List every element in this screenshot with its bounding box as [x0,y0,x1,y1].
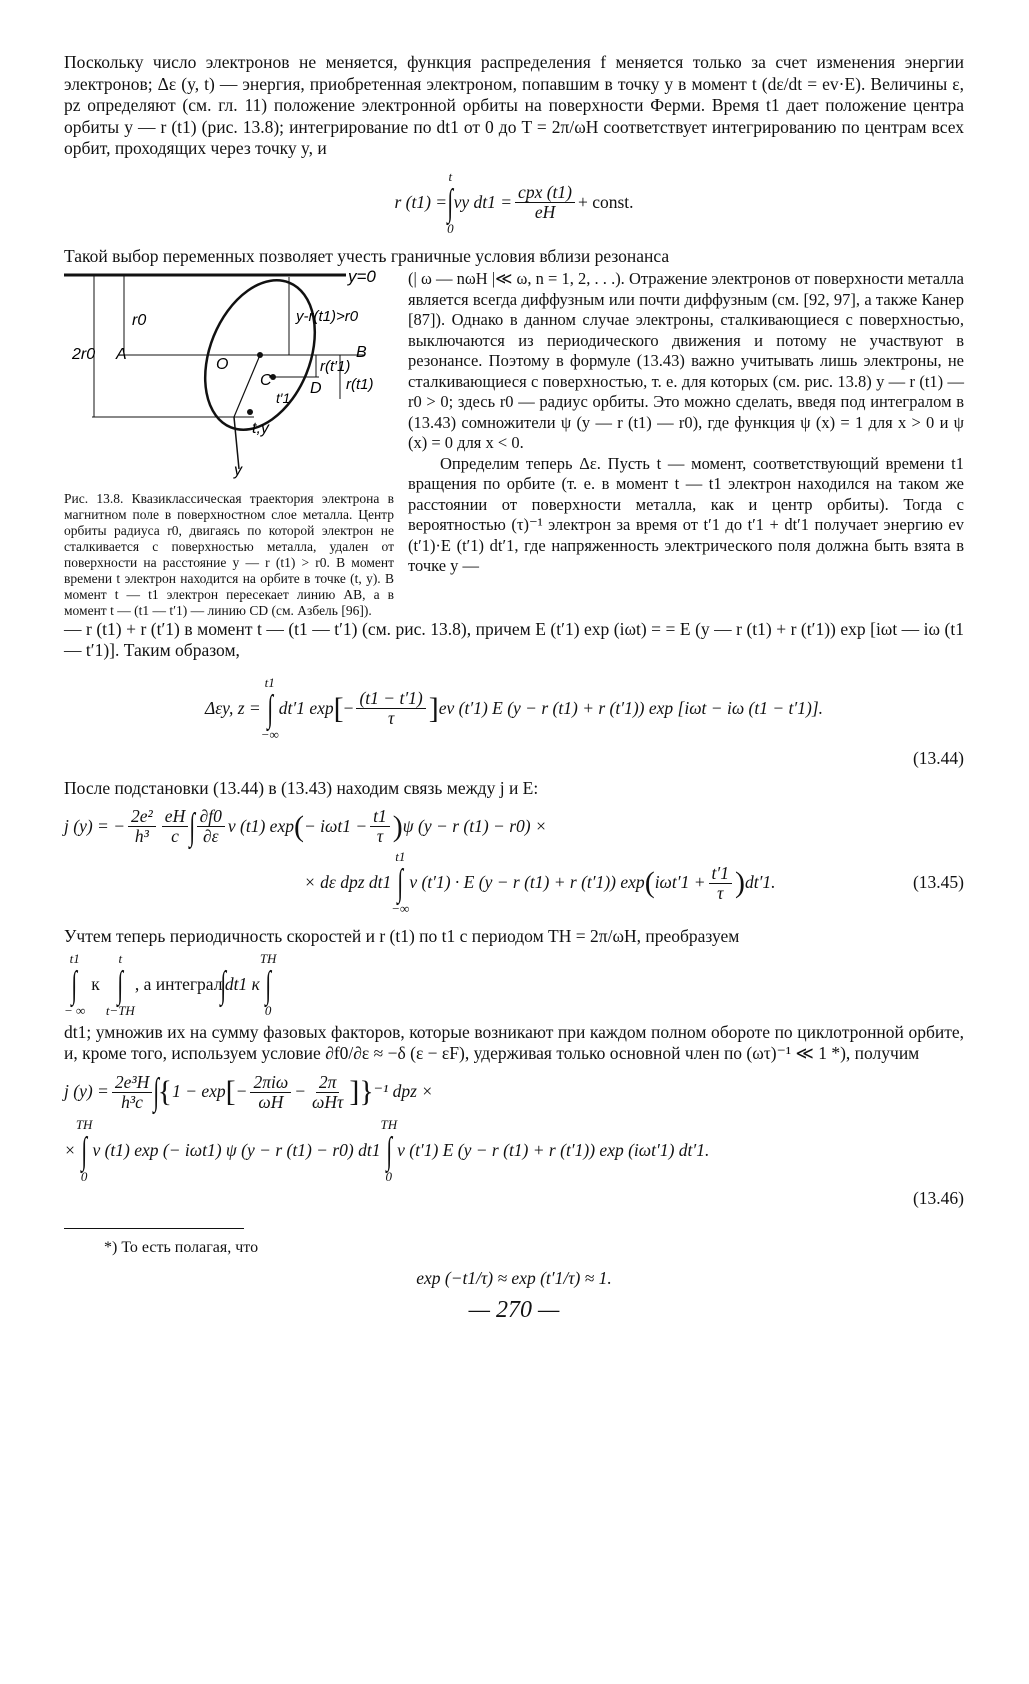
fraction [128,807,156,846]
integral-sign: ∫ [189,805,196,848]
footnote-equation: exp (−t1/τ) ≈ exp (t′1/τ) ≈ 1. [416,1268,612,1288]
p5d: dt1 к [224,973,260,994]
eqno-13-46: (13.46) [912,1187,964,1208]
label-A: A [116,346,127,363]
integral-sign: ∫ [220,963,227,1006]
label-B: B [356,344,367,361]
eq46-l2a: v (t1) exp (− iωt1) ψ (y − r (t1) − r0) dt1 [92,1139,381,1160]
label-diff: y-r(t1)>r0 [296,308,359,325]
fraction-den: τ [387,708,395,728]
fraction [515,183,575,222]
fraction [370,807,390,846]
eq45-l1tail: v (t1) exp [227,815,294,836]
integral-limits [260,952,277,1018]
label-2r0: 2r0 [72,346,96,363]
integral-sign: ∫ [81,1129,87,1172]
integral-limits [106,952,135,1018]
label-C: C [260,372,272,389]
p5c: , а интеграл [134,973,223,994]
eq44-body2: ev (t′1) E (y − r (t1) + r (t′1)) exp [iωt − iω (t1 − t′1)]. [438,697,824,718]
lim-lo: −∞ [260,726,279,742]
lim-up: TH [75,1116,93,1132]
fraction [197,807,225,846]
radius-line [234,355,260,417]
eq46-lhs: j (y) = [64,1081,109,1102]
eq45-l2b: v (t′1) · E (y − r (t1) + r (t′1)) exp [409,872,645,893]
paragraph-5-inline-integrals [64,952,964,1018]
eq46-l2b: v (t′1) E (y − r (t1) + r (t′1)) exp (iωt′1) dt′1. [397,1139,710,1160]
lim-up: t1 [264,674,275,690]
eqno-13-44: (13.44) [912,747,964,768]
bracket: ] [428,691,439,725]
fraction-den: ∂ε [202,826,219,846]
paragraph-5b: dt1; умножив их на сумму фазовых факторов, которые возникают при каждом полном обороте по циклотронной орбите, и, кроме того, используем условие ∂f0/∂ε ≈ −δ (ε − εF), удерживая только основной член по (ωτ)⁻¹ ≪ 1 *), получим [64,1021,964,1063]
page [64,52,964,1321]
figure-column [64,269,394,619]
label-t1p: t′1 [276,390,291,406]
lim-up: TH [380,1116,398,1132]
eq-r-lhs: r (t1) = [394,191,448,212]
integral-limits [447,170,454,236]
eq45-l2c: dt′1. [744,872,776,893]
fraction-den: τ [376,826,384,846]
label-r0: r0 [132,312,147,329]
bracket: [ [333,691,344,725]
paragraph-3: Определим теперь Δε. Пусть t — момент, соответствующий времени t1 вращения по орбите (т. е. в момент t — t1 электрон находился на таком же расстоянии от поверхности металла, как и центр орбиты). Тогда с вероятностью (τ)⁻¹ электрон за время от t′1 до t′1 + dt′1 получает энергию ev (t′1)·E (t′1) dt′1, где напряженность электрического поля должна быть взята в точке y — [408,453,964,575]
integral-sign: ∫ [265,963,271,1006]
fraction-den: τ [717,882,724,903]
fraction-num: (t1 − t′1) [356,689,425,709]
integral-sign: ∫ [117,963,124,1006]
center-dot [257,352,263,358]
label-ty: t,y [252,420,269,437]
fraction-num: t′1 [709,864,732,884]
lim-up: TH [259,950,277,966]
fraction [162,807,188,846]
integral-limits [76,1118,93,1184]
eq44-body1: dt′1 exp [278,697,334,718]
equation-13-45-line1: j (y) = − $\frac{\text{2e²}}{\text{h³}}$ $\frac{eH}{c}$ ∫ $\frac{\partial f0}{\partial\varepsilon}$ v (t1) exp ( − iωt1 − $\frac{t1}{\tau}$ ) ψ (y − r (t1) − r0) × [64,805,547,848]
figure-caption: Рис. 13.8. Квазиклассическая траектория электрона в магнитном поле в поверхностном слое металла. Центр орбиты радиуса r0, двигаясь по которой электрон не сталкивается с поверхностью металла, удален от поверхности на расстояние y — r (t1) > r0. В момент времени t электрон находится на орбите в точке (t, y). В момент t — t1 электрон пересекает линию AB, а в момент t — (t1 — t′1) — линию CD (см. Азбель [96]). [64,490,394,618]
fraction-den: h³ [134,826,149,846]
lim-up: t1 [69,950,80,966]
lim-lo: 0 [385,1168,393,1184]
integral-limits [261,676,279,742]
eqno-13-45: (13.45) [912,872,964,893]
lim-lo: −∞ [391,901,410,916]
lim-lo: t−TH [105,1002,135,1018]
eq45-l2a: × dε dpz dt1 [304,872,392,893]
label-y: y [234,462,242,479]
equation-13-44: Δεy, z = t1 ∫ −∞ dt′1 exp [ − $\frac{(t1 - t'1)}{\tau}$ ] ev (t′1) E (y − r (t1) + r (t′1)) exp [iωt − iω (t1 − t′1)]. [204,674,824,742]
eq44-lhs: Δεy, z = [204,697,261,718]
lim-lo: 0 [80,1168,88,1184]
eq-r-integrand: vy dt1 = [453,191,513,212]
paragraph-1: Поскольку число электронов не меняется, функция распределения f меняется только за счет изменения энергии электронов; Δε (y, t) — энергия, приобретенная электроном, попавшим в точку y в момент t (dε/dt = ev·E). Величины ε, pz определяют (см. гл. 11) положение электронной орбиты на поверхности Ферми. Время t1 дает положение центра орбиты y — r (t1) (рис. 13.8); интегрирование по dt1 от 0 до T = 2π/ωH соответствует интегрированию по центрам всех орбит, проходящих через точку y, и [64,52,964,158]
text-column [408,269,964,619]
fraction [709,864,732,903]
eq45-lhs: j (y) = − [64,815,126,836]
equation-r-t1 [64,170,964,236]
fraction [356,689,425,728]
label-rt1p: r(t′1) [320,358,351,375]
paragraph-2-lead: Такой выбор переменных позволяет учесть граничные условия вблизи резонанса [64,245,670,266]
word-k: к [91,973,100,994]
integral-sign: ∫ [385,1129,392,1172]
fraction [250,1073,291,1112]
fraction-num: 2e³H [112,1073,152,1093]
integral-limits [64,952,85,1018]
fraction-num: ∂f0 [197,807,225,827]
fraction-den: eH [534,202,556,222]
figure-block [64,269,964,619]
eq46-tail: ⁻¹ dpz × [373,1081,434,1102]
fraction-num: 2e² [128,807,156,827]
fraction-den: c [171,826,179,846]
page-number: — 270 — [468,1296,560,1323]
fraction-den: h³c [121,1091,143,1112]
integral-limits [380,1118,397,1184]
equation-13-46-line1: j (y) = $\frac{\text{2e³H}}{\text{h³c}}$ ∫ { 1 − exp [ − $\frac{\text{2πiω}}{\omega H}$ − $\frac{2\pi}{\text{ωHτ}}$ ] } ⁻¹ dpz × [64,1071,434,1113]
fraction-num: t1 [370,807,390,827]
fraction-num: 2πiω [250,1073,291,1093]
fraction [112,1073,152,1112]
equation-13-46-line2: × TH ∫ 0 v (t1) exp (− iωt1) ψ (y − r (t1) − r0) dt1 TH ∫ 0 v (t′1) E (y − r (t1) + r (t′1)) exp (iωt′1) dt′1. [64,1116,710,1184]
footnote-rule [64,1228,244,1229]
eq46-mid: 1 − exp [172,1081,226,1102]
fraction-den: ωHτ [312,1091,344,1112]
equation-13-45-line2: × dε dpz dt1 t1 ∫ −∞ v (t′1) · E (y − r (t1) + r (t′1)) exp ( iωt′1 + $\frac{t'1}{\tau}$ ) dt′1. (13.45) [304,849,964,916]
label-y0: y=0 [348,269,376,286]
paragraph-4: После подстановки (13.44) в (13.43) находим связь между j и E: [64,777,539,798]
fraction-den: ωH [258,1091,284,1112]
integral-sign: ∫ [397,862,404,904]
integral-sign: ∫ [71,963,78,1006]
eq45-l1end: ψ (y − r (t1) − r0) × [402,815,547,836]
footnote-text: *) То есть полагая, что [104,1238,259,1256]
paragraph-2: (| ω — nωH |≪ ω, n = 1, 2, . . .). Отражение электронов от поверхности металла является всегда диффузным или почти диффузным (см. [92, 97], а также Канер [87]). Однако в данном случае электроны, сталкивающиеся с поверхностью, выключаются из периодического движения и потому не участвуют в резонансе. Поэтому в формуле (13.43) важно учитывать лишь электроны, не сталкивающиеся с поверхностью, т. е. для которых (см. рис. 13.8) y — r (t1) — r0 > 0; здесь r0 — радиус орбиты. Это можно сделать, введя под интегралом в (13.43) сомножители ψ (y — r (t1) — r0), где функция ψ (x) = 1 для x > 0 и ψ (x) = 0 для x < 0. [408,269,964,452]
eq-r-tail: + const. [577,191,634,212]
lim-lo: 0 [264,1002,272,1018]
lim-up: t [448,168,453,184]
fraction [309,1073,346,1112]
label-O: O [216,356,229,373]
lim-up: t [118,950,123,966]
point-ty [247,409,253,415]
fraction-num: 2π [316,1073,340,1093]
lim-lo: − ∞ [64,1002,86,1018]
integral-sign: ∫ [153,1071,160,1113]
label-D: D [310,380,322,397]
paragraph-3-continued: — r (t1) + r (t′1) в момент t — (t1 — t′1) (см. рис. 13.8), причем E (t′1) exp (iωt) = = E (y — r (t1) + r (t′1)) exp [iωt — iω (t1 — t′1)]. Таким образом, [64,618,964,660]
fraction-num: eH [162,807,188,827]
lim-up: t1 [395,849,406,864]
lim-lo: 0 [447,220,454,236]
fraction-num: cpx (t1) [515,183,575,203]
paragraph-5a: Учтем теперь периодичность скоростей и r (t1) по t1 с периодом TH = 2π/ωH, преобразуем [64,926,740,946]
label-rt1: r(t1) [346,376,374,393]
integral-sign: ∫ [266,687,273,730]
integral-sign: ∫ [447,181,454,224]
integral-limits [391,850,409,916]
orbit-figure [64,269,394,479]
